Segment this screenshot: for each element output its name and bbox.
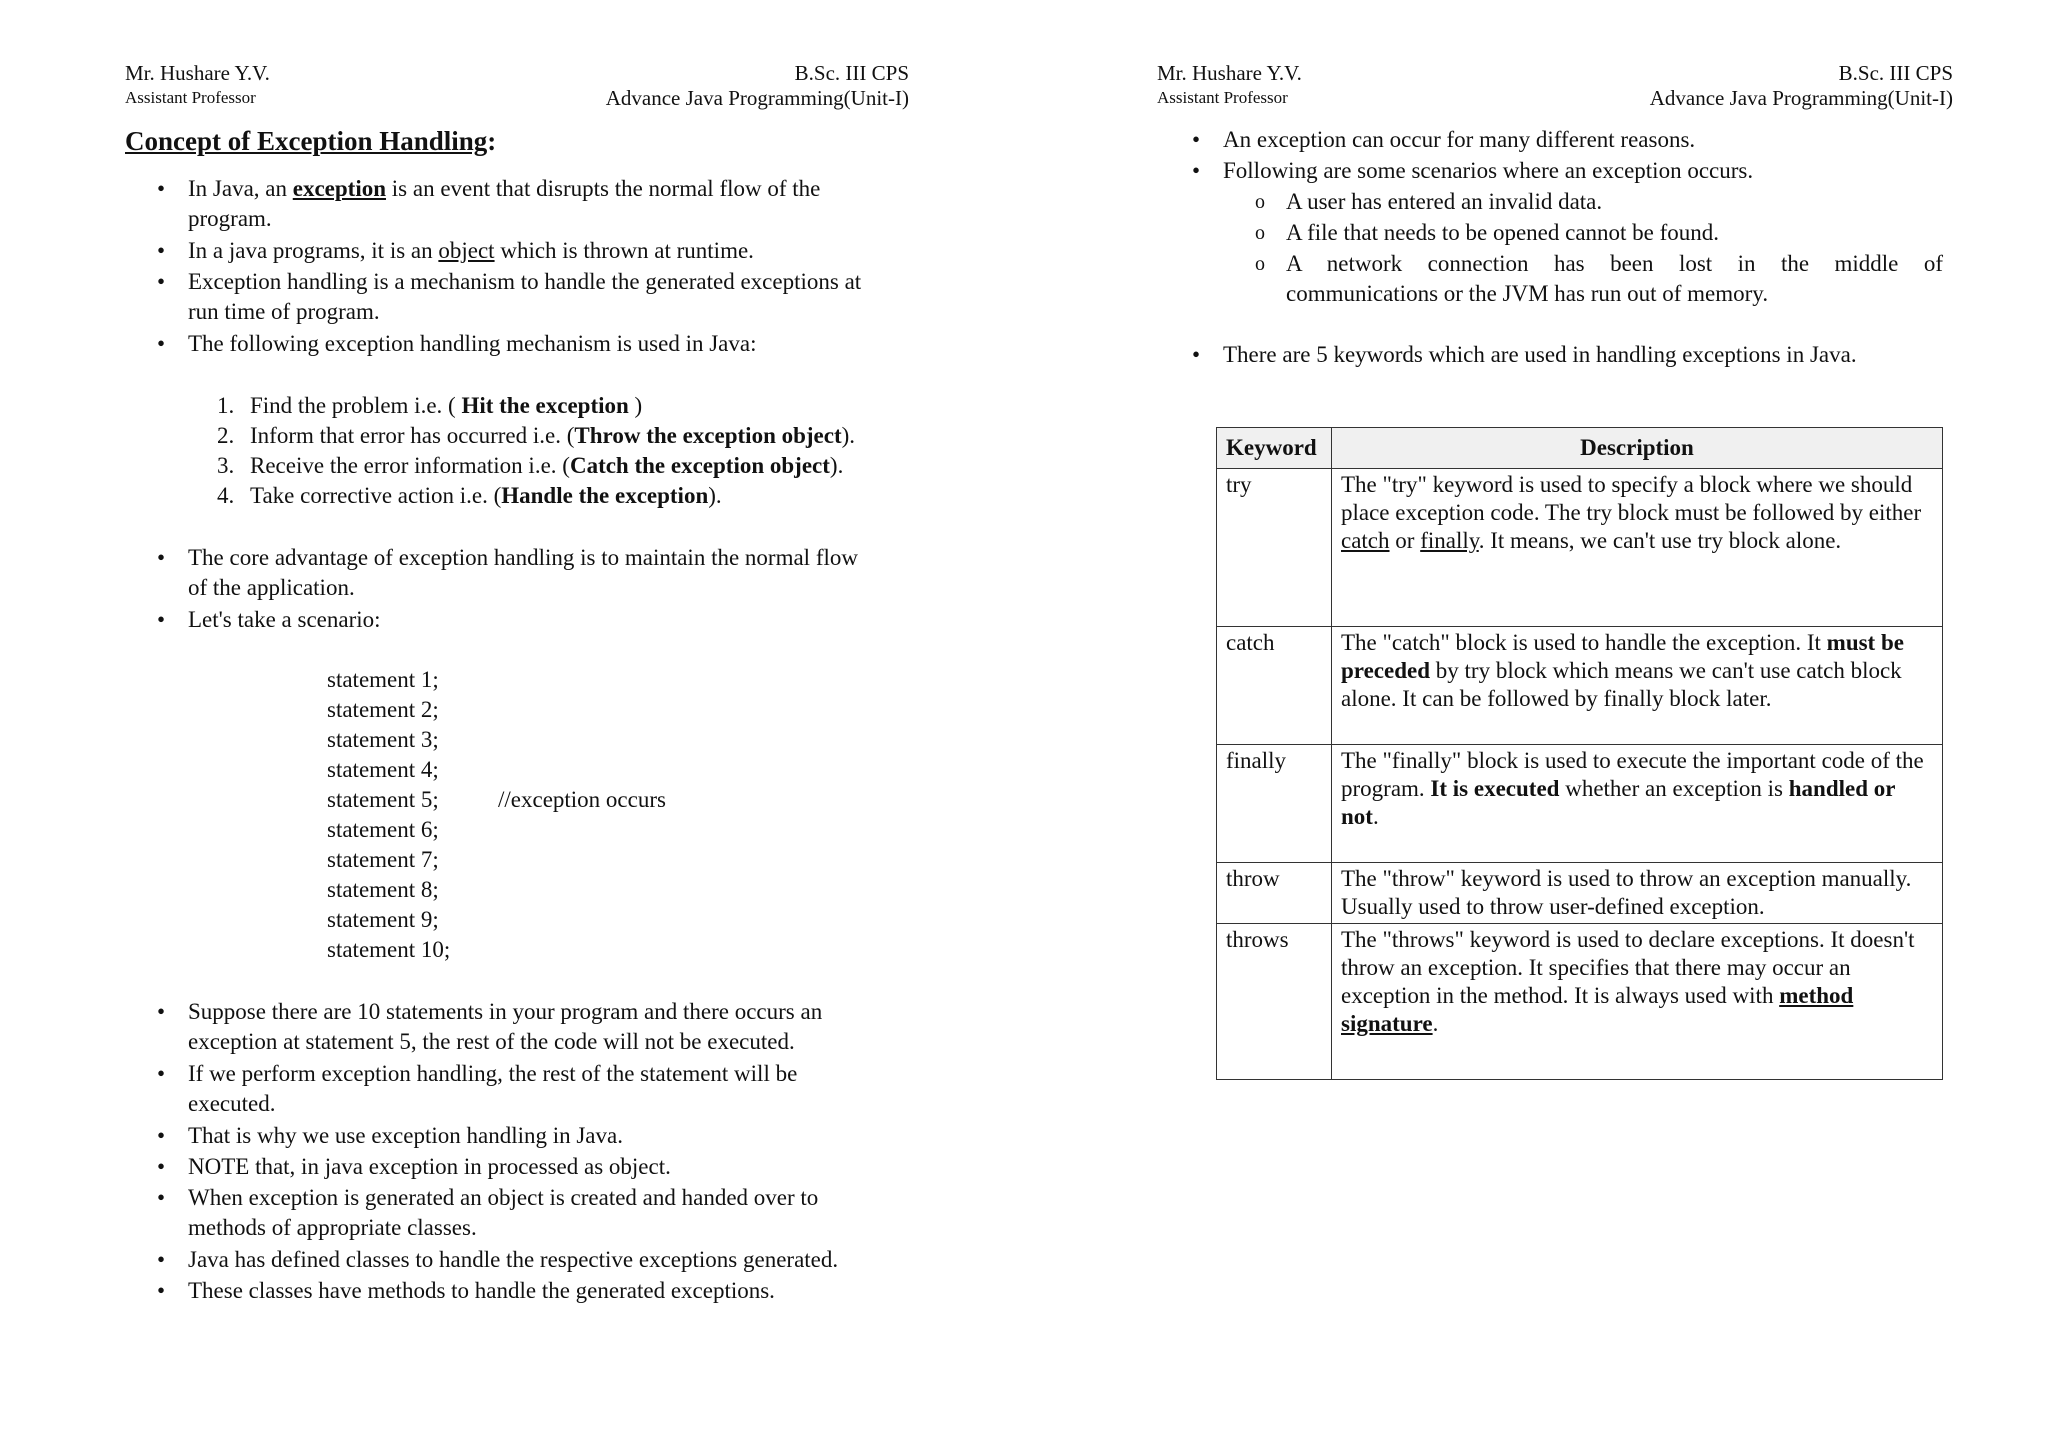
- table-row: [1217, 924, 1943, 1080]
- statement: statement 3;: [327, 727, 439, 752]
- statement: statement 10;: [327, 937, 451, 962]
- bullet-mechanism: • Exception handling is a mechanism to handle the generated exceptions at run time of program.: [157, 269, 862, 324]
- bullet-generated: • When exception is generated an object is created and handed over to methods of appropriate classes.: [157, 1185, 819, 1240]
- bullet-scenarios: • Following are some scenarios where an exception occurs.: [1192, 158, 1754, 183]
- step-1: 1. Find the problem i.e. ( Hit the exception ): [217, 393, 643, 418]
- header-subject: Advance Java Programming(Unit-I): [1649, 86, 1953, 110]
- statement: statement 7;: [327, 847, 439, 872]
- step-4: 4. Take corrective action i.e. (Handle the exception).: [217, 483, 722, 508]
- header-author: Mr. Hushare Y.V.: [1157, 61, 1302, 85]
- description-cell: The "throw" keyword is used to throw an exception manually. Usually used to throw user-defined exception.: [1332, 863, 1943, 924]
- statement: statement 6;: [327, 817, 439, 842]
- keywords-table: [1216, 427, 1943, 1080]
- bullet-why: • That is why we use exception handling in Java.: [157, 1123, 623, 1148]
- bullet-object: • In a java programs, it is an object which is thrown at runtime.: [157, 238, 754, 263]
- keyword-cell: finally: [1217, 745, 1332, 863]
- description-cell: The "try" keyword is used to specify a block where we should place exception code. The try block must be followed by either catch or finally. It means, we can't use try block alone.: [1332, 469, 1943, 627]
- keyword-header: Keyword: [1217, 428, 1332, 469]
- bullet-scenario: • Let's take a scenario:: [157, 607, 381, 632]
- bullet-note: • NOTE that, in java exception in processed as object.: [157, 1154, 671, 1179]
- bullet-suppose: • Suppose there are 10 statements in your program and there occurs an exception at statement 5, the rest of the code will not be executed.: [157, 999, 823, 1054]
- bullet-following: • The following exception handling mechanism is used in Java:: [157, 331, 757, 356]
- header-role: Assistant Professor: [1157, 88, 1288, 107]
- table-row: [1217, 863, 1943, 924]
- table-row: [1217, 469, 1943, 627]
- statement: statement 1;: [327, 667, 439, 692]
- bullet-exception-definition: • In Java, an exception is an event that disrupts the normal flow of the program.: [157, 176, 821, 231]
- table-row: [1217, 745, 1943, 863]
- header-course: B.Sc. III CPS: [794, 61, 909, 85]
- bullet-reasons: • An exception can occur for many different reasons.: [1192, 127, 1696, 152]
- bullet-classes: • Java has defined classes to handle the respective exceptions generated.: [157, 1247, 839, 1272]
- description-cell: The "catch" block is used to handle the exception. It must be preceded by try block which means we can't use catch block alone. It can be followed by finally block later.: [1332, 627, 1943, 745]
- sub-invalid-data: o A user has entered an invalid data.: [1255, 189, 1603, 214]
- description-cell: The "finally" block is used to execute the important code of the program. It is executed whether an exception is handled or not.: [1332, 745, 1943, 863]
- step-3: 3. Receive the error information i.e. (Catch the exception object).: [217, 453, 844, 478]
- keyword-cell: throw: [1217, 863, 1332, 924]
- description-cell: The "throws" keyword is used to declare exceptions. It doesn't throw an exception. It specifies that there may occur an exception in the method. It is always used with method signature.: [1332, 924, 1943, 1080]
- bullet-five-keywords: • There are 5 keywords which are used in handling exceptions in Java.: [1192, 342, 1857, 367]
- statement: statement 9;: [327, 907, 439, 932]
- exception-comment: //exception occurs: [498, 787, 666, 812]
- header-subject: Advance Java Programming(Unit-I): [605, 86, 909, 110]
- keyword-cell: catch: [1217, 627, 1332, 745]
- keyword-cell: try: [1217, 469, 1332, 627]
- header-course: B.Sc. III CPS: [1838, 61, 1953, 85]
- description-header: Description: [1332, 428, 1943, 469]
- page-title: Concept of Exception Handling:: [125, 126, 497, 156]
- statement: statement 8;: [327, 877, 439, 902]
- table-row: [1217, 627, 1943, 745]
- header-author: Mr. Hushare Y.V.: [125, 61, 270, 85]
- bullet-perform: • If we perform exception handling, the rest of the statement will be executed.: [157, 1061, 798, 1116]
- statement: statement 4;: [327, 757, 439, 782]
- sub-file-not-found: o A file that needs to be opened cannot be found.: [1255, 220, 1720, 245]
- statement: statement 2;: [327, 697, 439, 722]
- keyword-cell: throws: [1217, 924, 1332, 1080]
- bullet-core-advantage: • The core advantage of exception handling is to maintain the normal flow of the application.: [157, 545, 858, 600]
- sub-network-lost: o A network connection has been lost in the middle of communications or the JVM has run out of memory.: [1255, 251, 1943, 306]
- statement: statement 5;: [327, 787, 439, 812]
- header-role: Assistant Professor: [125, 88, 256, 107]
- step-2: 2. Inform that error has occurred i.e. (Throw the exception object).: [217, 423, 856, 448]
- table-header-row: [1217, 428, 1943, 469]
- bullet-methods: • These classes have methods to handle the generated exceptions.: [157, 1278, 775, 1303]
